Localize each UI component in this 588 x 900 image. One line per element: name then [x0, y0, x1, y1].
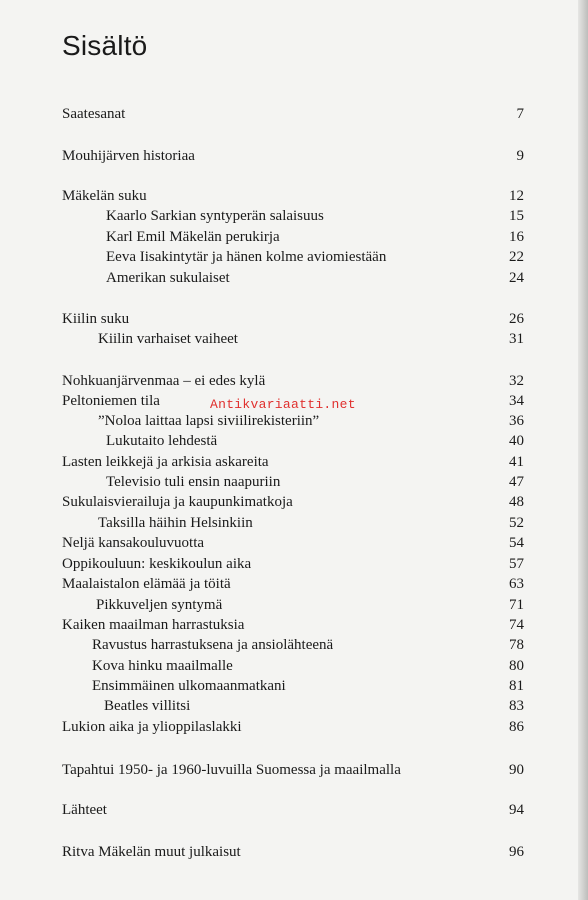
toc-page-makelan-suku: 12	[509, 188, 524, 204]
page-title: Sisältö	[62, 30, 148, 61]
toc-subentry: Karl Emil Mäkelän perukirja	[106, 229, 280, 245]
toc-page: 22	[509, 249, 524, 265]
toc-entry-muut-julkaisut: Ritva Mäkelän muut julkaisut	[62, 844, 241, 860]
toc-page: 83	[509, 698, 524, 714]
toc-page: 40	[509, 433, 524, 449]
toc-page: 78	[509, 637, 524, 653]
toc-entry: Peltoniemen tila	[62, 393, 160, 409]
toc-page-muut-julkaisut: 96	[509, 844, 524, 860]
toc-page: 41	[509, 454, 524, 470]
toc-page: 32	[509, 373, 524, 389]
toc-subentry: Eeva Iisakintytär ja hänen kolme aviomiestään	[106, 249, 387, 265]
toc-entry-mouhijarven-historiaa: Mouhijärven historiaa	[62, 148, 195, 164]
toc-page: 81	[509, 678, 524, 694]
toc-subentry: Lukutaito lehdestä	[106, 433, 218, 449]
toc-page: 74	[509, 617, 524, 633]
toc-subentry: Beatles villitsi	[104, 698, 191, 714]
toc-subentry: Televisio tuli ensin naapuriin	[106, 474, 281, 490]
toc-entry: Maalaistalon elämää ja töitä	[62, 576, 231, 592]
toc-subentry: Kova hinku maailmalle	[92, 658, 233, 674]
toc-subentry: ”Noloa laittaa lapsi siviilirekisteriin”	[98, 413, 320, 429]
toc-subentry: Amerikan sukulaiset	[106, 270, 230, 286]
toc-entry: Kaiken maailman harrastuksia	[62, 617, 245, 633]
toc-entry: Sukulaisvierailuja ja kaupunkimatkoja	[62, 494, 293, 510]
toc-subentry: Kiilin varhaiset vaiheet	[98, 331, 238, 347]
toc-entry-saatesanat: Saatesanat	[62, 106, 126, 122]
toc-subentry: Pikkuveljen syntymä	[96, 597, 223, 613]
toc-page: 24	[509, 270, 524, 286]
toc-page: 48	[509, 494, 524, 510]
toc-subentry: Taksilla häihin Helsinkiin	[98, 515, 253, 531]
toc-page-tapahtui: 90	[509, 762, 524, 778]
toc-subentry: Ensimmäinen ulkomaanmatkani	[92, 678, 286, 694]
toc-entry: Lasten leikkejä ja arkisia askareita	[62, 454, 269, 470]
watermark-text: Antikvariaatti.net	[210, 397, 356, 412]
toc-subentry: Ravustus harrastuksena ja ansiolähteenä	[92, 637, 334, 653]
toc-page-saatesanat: 7	[516, 106, 524, 122]
toc-page: 34	[509, 393, 524, 409]
toc-entry-makelan-suku: Mäkelän suku	[62, 188, 147, 204]
toc-entry-tapahtui: Tapahtui 1950- ja 1960-luvuilla Suomessa ja maailmalla	[62, 762, 401, 778]
toc-entry: Oppikouluun: keskikoulun aika	[62, 556, 252, 572]
toc-entry: Neljä kansakouluvuotta	[62, 535, 205, 551]
toc-page: 47	[509, 474, 524, 490]
toc-page: 31	[509, 331, 524, 347]
toc-page: 63	[509, 576, 524, 592]
toc-page: 80	[509, 658, 524, 674]
toc-page: 86	[509, 719, 524, 735]
toc-entry-kiilin-suku: Kiilin suku	[62, 311, 130, 327]
toc-page-mouhijarven-historiaa: 9	[516, 148, 524, 164]
toc-entry: Lukion aika ja ylioppilaslakki	[62, 719, 242, 735]
toc-page: 57	[509, 556, 524, 572]
toc-page-lahteet: 94	[509, 802, 524, 818]
toc-subentry: Kaarlo Sarkian syntyperän salaisuus	[106, 208, 324, 224]
toc-page: 15	[509, 208, 524, 224]
toc-entry: Nohkuanjärvenmaa – ei edes kylä	[62, 373, 266, 389]
toc-page-kiilin-suku: 26	[509, 311, 524, 327]
toc-page: 71	[509, 597, 524, 613]
toc-page: 54	[509, 535, 524, 551]
toc-page: 36	[509, 413, 524, 429]
toc-page: 52	[509, 515, 524, 531]
toc-entry-lahteet: Lähteet	[62, 802, 107, 818]
toc-page: 16	[509, 229, 524, 245]
